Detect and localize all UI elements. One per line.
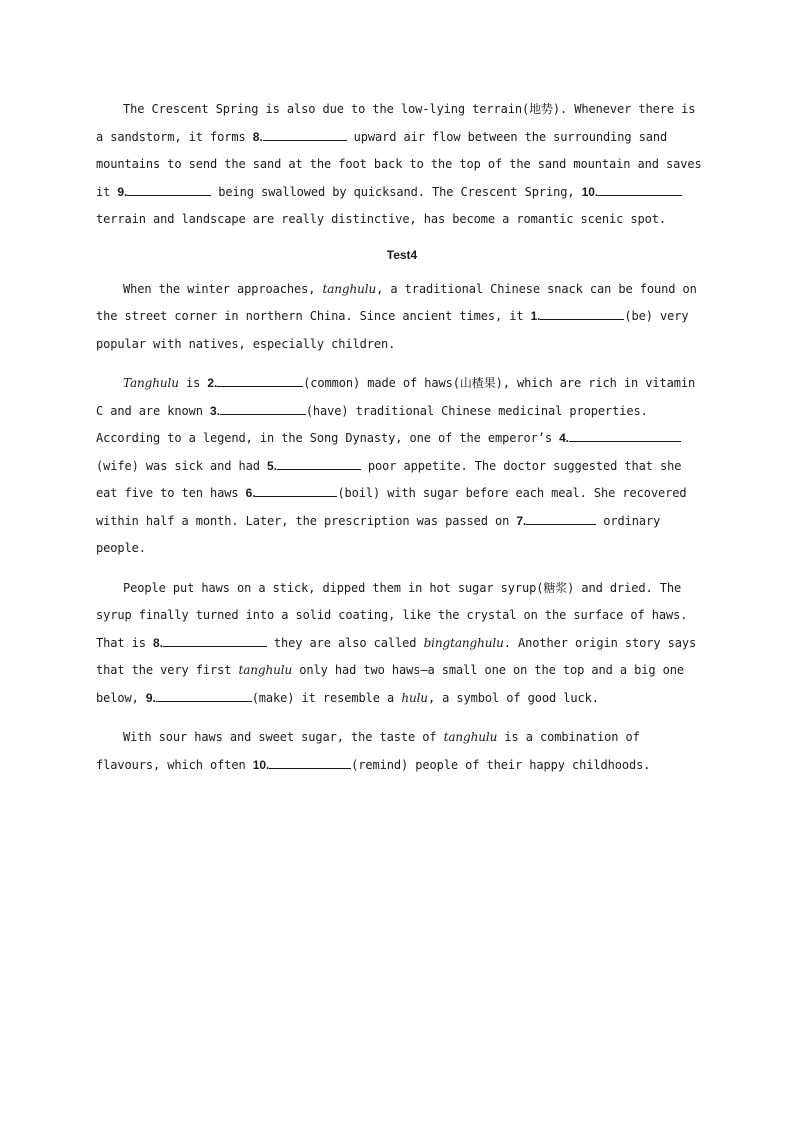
text: , a traditional Chinese snack can be found on the street corner in northern China. Since ancient times, it bbox=[96, 281, 697, 323]
text: only had two haws—a small one on the top and a big one below, bbox=[96, 663, 684, 705]
text: (be) very popular with natives, especially children. bbox=[96, 309, 689, 351]
text: poor appetite. The doctor suggested that she eat five to ten haws bbox=[96, 458, 682, 500]
answer-blank-8[interactable] bbox=[163, 634, 267, 647]
answer-blank-3[interactable] bbox=[220, 402, 306, 415]
text: . Another origin story says that the very first bbox=[96, 635, 697, 677]
text: , a symbol of good luck. bbox=[427, 690, 599, 705]
text: is a combination of flavours, which often bbox=[96, 730, 640, 772]
question-number-9: 9. bbox=[145, 690, 156, 705]
answer-blank-6[interactable] bbox=[255, 484, 337, 497]
text: (remind) people of their happy childhoods. bbox=[351, 757, 651, 772]
paragraph-2 bbox=[96, 370, 708, 563]
answer-blank-9[interactable] bbox=[127, 183, 211, 196]
paragraph-crescent-spring bbox=[96, 96, 708, 234]
answer-blank-9[interactable] bbox=[156, 689, 252, 702]
paragraph-1 bbox=[96, 276, 708, 359]
text: (common) made of haws(山楂果), which are rich in vitamin C and are known bbox=[96, 376, 696, 418]
text: (boil) with sugar before each meal. She recovered within half a month. Later, the prescription was passed on bbox=[96, 486, 687, 528]
question-number-2: 2. bbox=[207, 376, 218, 390]
text: being swallowed by quicksand. The Crescent Spring, bbox=[211, 184, 582, 199]
text: (make) it resemble a bbox=[251, 690, 402, 705]
text: With sour haws and sweet sugar, the taste of bbox=[123, 730, 444, 744]
question-number-8: 8. bbox=[153, 635, 163, 650]
italic-term: bingtanghulu bbox=[423, 635, 504, 650]
text: (wife) was sick and had bbox=[96, 458, 267, 473]
text: (have) traditional Chinese medicinal properties. According to a legend, in the Song Dynasty, one of the emperor’s bbox=[96, 403, 648, 445]
answer-blank-1[interactable] bbox=[540, 307, 624, 320]
paragraph-3 bbox=[96, 575, 708, 713]
answer-blank-10[interactable] bbox=[598, 183, 682, 196]
text: upward air flow between the surrounding sand mountains to send the sand at the foot back to the top of the sand mountain and saves it bbox=[96, 129, 702, 199]
answer-blank-4[interactable] bbox=[569, 429, 681, 442]
document-page bbox=[96, 96, 708, 791]
text: People put haws on a stick, dipped them in hot sugar syrup(糖浆) and dried. The syrup finally turned into a solid coating, like the crystal on the surface of haws. That is bbox=[96, 580, 688, 650]
text: The Crescent Spring is also due to the low-lying terrain(地势). Whenever there is a sandstorm, it forms bbox=[96, 102, 696, 144]
question-number-1: 1. bbox=[530, 309, 541, 323]
question-number-10: 10. bbox=[252, 757, 270, 772]
italic-term: hulu bbox=[401, 690, 428, 705]
text: ordinary people. bbox=[96, 513, 661, 555]
question-number-9: 9. bbox=[117, 184, 128, 199]
text: is bbox=[178, 376, 208, 390]
answer-blank-10[interactable] bbox=[269, 756, 351, 769]
question-number-3: 3. bbox=[210, 403, 220, 418]
italic-term: tanghulu bbox=[443, 730, 498, 744]
text: they are also called bbox=[266, 635, 424, 650]
paragraph-4 bbox=[96, 724, 708, 779]
italic-term: Tanghulu bbox=[123, 376, 179, 390]
answer-blank-8[interactable] bbox=[263, 128, 347, 141]
answer-blank-7[interactable] bbox=[526, 512, 596, 525]
section-title: Test4 bbox=[386, 247, 418, 262]
italic-term: tanghulu bbox=[322, 281, 377, 296]
question-number-7: 7. bbox=[516, 513, 527, 528]
question-number-10: 10. bbox=[581, 184, 599, 199]
text: terrain and landscape are really distinctive, has become a romantic scenic spot. bbox=[96, 212, 666, 226]
answer-blank-2[interactable] bbox=[217, 374, 303, 387]
question-number-5: 5. bbox=[267, 458, 277, 473]
question-number-8: 8. bbox=[252, 129, 263, 144]
text: When the winter approaches, bbox=[123, 281, 323, 296]
question-number-6: 6. bbox=[245, 486, 256, 500]
answer-blank-5[interactable] bbox=[277, 457, 361, 470]
question-number-4: 4. bbox=[559, 431, 569, 445]
italic-term: tanghulu bbox=[238, 663, 293, 677]
